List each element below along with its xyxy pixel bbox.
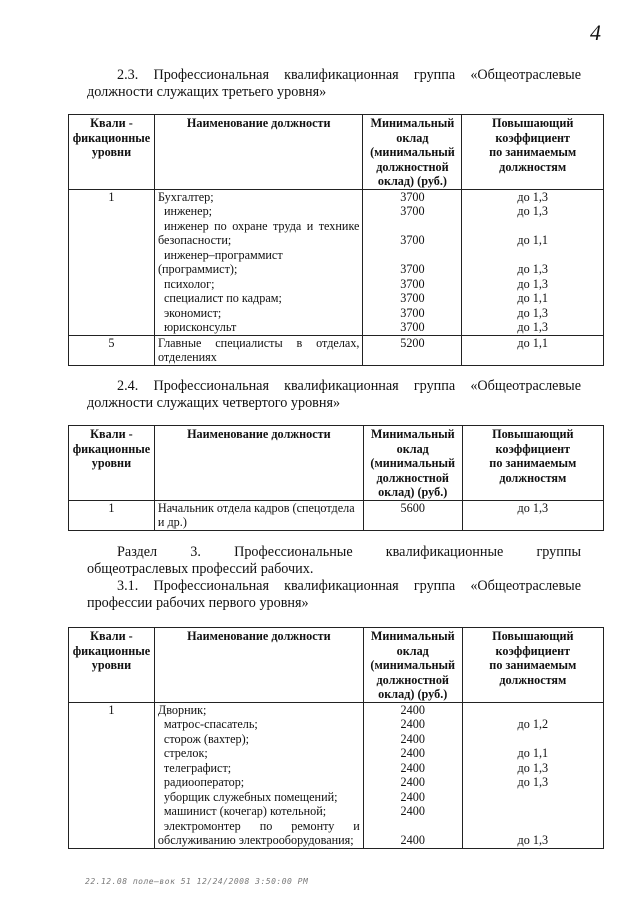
salary-value — [364, 515, 462, 530]
position-name-cell — [154, 335, 363, 365]
salary-value: 2400 — [400, 804, 425, 818]
coefficient-cell — [462, 189, 604, 335]
header-line: коэффициент — [495, 130, 570, 145]
section-3-heading: Раздел 3. Профессиональные квалификационные группы общеотраслевых профессий рабочих. — [87, 544, 581, 577]
coefficient-value: до 1,3 — [517, 833, 549, 847]
level-value: 5 — [108, 335, 115, 350]
page-number: 4 — [590, 20, 601, 45]
coefficient-value — [463, 804, 603, 819]
table-3-1 — [68, 627, 604, 849]
header-line: Минимальный — [370, 427, 455, 441]
salary-value: 2400 — [400, 760, 425, 775]
header-line: (минимальный — [370, 145, 455, 159]
coefficient-cell — [462, 702, 603, 848]
header-cell-col1 — [69, 115, 155, 190]
position-name: и др.) — [157, 515, 187, 529]
position-name: электромонтер по ремонту и — [163, 818, 360, 833]
header-line: (минимальный — [370, 658, 456, 672]
header-cell-col1 — [69, 628, 155, 703]
header-line: Квали - — [90, 629, 133, 643]
header-line: Наименование должности — [187, 427, 331, 441]
salary-value: 3700 — [400, 276, 425, 291]
heading-3-1: 3.1. Профессиональная квалификационная группа «Общеотраслевые профессии рабочих первого уровня» — [87, 578, 581, 611]
position-name: телеграфист; — [163, 760, 232, 775]
coefficient-value: до 1,3 — [517, 775, 549, 789]
header-cell-col3 — [363, 628, 462, 703]
table-2-4 — [68, 425, 604, 531]
salary-value: 2400 — [400, 731, 425, 746]
salary-value: 3700 — [400, 320, 425, 334]
salary-value: 2400 — [400, 833, 425, 847]
salary-value: 3700 — [400, 262, 425, 276]
coefficient-value — [462, 219, 603, 234]
coefficient-value: до 1,1 — [517, 291, 548, 305]
salary-value: 3700 — [400, 189, 425, 204]
salary-cell — [363, 189, 462, 335]
header-cell-col2 — [154, 628, 363, 703]
salary-value: 2400 — [400, 746, 425, 760]
table-header-row — [69, 628, 604, 703]
salary-value — [363, 248, 461, 263]
header-cell-col4 — [462, 115, 604, 190]
coefficient-value — [462, 248, 603, 263]
salary-value: 2400 — [400, 789, 425, 804]
coefficient-value — [463, 819, 603, 834]
level-value: 1 — [108, 189, 115, 204]
header-line: оклад — [396, 130, 429, 145]
position-name: безопасности; — [157, 233, 232, 247]
print-footer: 22.12.08 поле–вок 51 12/24/2008 3:50:00 PM — [85, 877, 309, 886]
salary-value — [363, 219, 461, 234]
header-cell-col4 — [462, 426, 603, 501]
coefficient-cell — [462, 335, 604, 365]
position-name: экономист; — [163, 305, 222, 320]
table-header-row — [69, 115, 604, 190]
salary-value: 5600 — [400, 500, 425, 515]
coefficient-value: до 1,2 — [517, 717, 549, 731]
header-cell-col2 — [154, 426, 363, 501]
position-name: специалист по кадрам; — [163, 291, 282, 305]
header-line: Повышающий — [492, 427, 574, 441]
level-cell — [69, 189, 155, 335]
header-line: Повышающий — [491, 116, 574, 130]
table-row — [69, 702, 604, 848]
position-name-cell — [154, 702, 363, 848]
position-name: матрос-спасатель; — [163, 717, 258, 731]
position-name: психолог; — [163, 276, 215, 291]
header-line: Повышающий — [492, 629, 574, 643]
position-name: сторож (вахтер); — [163, 731, 250, 746]
table-header-row — [69, 426, 604, 501]
header-line: Квали - — [90, 116, 133, 130]
salary-value — [363, 350, 461, 365]
header-line: по занимаемым — [489, 456, 577, 470]
header-line: коэффициент — [495, 643, 571, 658]
level-cell — [69, 335, 155, 365]
salary-value: 2400 — [400, 775, 425, 789]
header-line: должностной — [376, 470, 449, 485]
header-line: оклад — [396, 441, 429, 456]
position-name: Начальник отдела кадров (спецотдела — [157, 500, 355, 515]
header-line: должностям — [499, 159, 567, 174]
salary-cell — [363, 702, 462, 848]
position-name: обслуживанию электрооборудования; — [157, 833, 354, 847]
header-line: уровни — [91, 658, 132, 672]
header-cell-col3 — [363, 115, 462, 190]
header-line: Наименование должности — [187, 629, 331, 643]
coefficient-value: до 1,1 — [517, 233, 548, 247]
coefficient-value: до 1,3 — [517, 500, 549, 515]
position-name: уборщик служебных помещений; — [163, 789, 338, 804]
position-name-cell — [154, 500, 363, 530]
coefficient-value: до 1,3 — [517, 189, 548, 204]
header-line: оклад) (руб.) — [377, 174, 447, 188]
heading-2-3: 2.3. Профессиональная квалификационная группа «Общеотраслевые должности служащих третьего уровня» — [87, 67, 581, 100]
salary-value: 3700 — [400, 305, 425, 320]
header-line: должностям — [499, 672, 567, 687]
position-name: инженер по охране труда и технике — [163, 218, 360, 233]
header-line: оклад) (руб.) — [378, 485, 448, 499]
header-line: должностной — [376, 159, 449, 174]
position-name: (программист); — [157, 262, 238, 276]
header-line: (минимальный — [370, 456, 456, 470]
salary-value: 3700 — [400, 233, 425, 247]
position-name: машинист (кочегар) котельной; — [163, 804, 327, 818]
level-value: 1 — [108, 500, 115, 515]
salary-cell — [363, 335, 462, 365]
coefficient-value — [463, 790, 603, 805]
salary-value: 3700 — [400, 204, 425, 218]
header-cell-col2 — [154, 115, 363, 190]
coefficient-value: до 1,1 — [517, 335, 548, 350]
salary-value: 2400 — [400, 717, 425, 731]
table-2-3 — [68, 114, 604, 366]
salary-value: 2400 — [400, 702, 425, 717]
coefficient-cell — [462, 500, 603, 530]
level-value: 1 — [108, 702, 115, 717]
coefficient-value — [463, 515, 603, 530]
coefficient-value: до 1,3 — [517, 305, 548, 320]
coefficient-value: до 1,3 — [517, 204, 548, 218]
header-line: должностной — [376, 672, 449, 687]
position-name-cell — [154, 189, 363, 335]
header-line: уровни — [91, 456, 132, 470]
header-line: должностям — [499, 470, 567, 485]
position-name: Дворник; — [157, 702, 207, 717]
header-cell-col4 — [462, 628, 603, 703]
coefficient-value — [462, 350, 603, 365]
coefficient-value: до 1,1 — [517, 746, 549, 760]
salary-value — [364, 819, 462, 834]
heading-2-4: 2.4. Профессиональная квалификационная группа «Общеотраслевые должности служащих четвертого уровня» — [87, 378, 581, 411]
header-line: Минимальный — [370, 116, 455, 130]
header-line: коэффициент — [495, 441, 571, 456]
header-line: по занимаемым — [489, 658, 577, 672]
salary-value: 3700 — [400, 291, 425, 305]
position-name: юрисконсульт — [163, 320, 237, 334]
header-line: оклад — [396, 643, 429, 658]
coefficient-value — [463, 732, 603, 747]
table-row — [69, 500, 604, 530]
position-name: Бухгалтер; — [157, 189, 214, 204]
header-line: уровни — [91, 145, 132, 159]
position-name: радиооператор; — [163, 775, 245, 789]
salary-value: 5200 — [400, 335, 425, 350]
coefficient-value: до 1,3 — [517, 276, 548, 291]
header-line: Наименование должности — [186, 116, 331, 130]
salary-cell — [363, 500, 462, 530]
position-name: отделениях — [157, 350, 217, 364]
coefficient-value: до 1,3 — [517, 320, 548, 334]
header-line: по занимаемым — [489, 145, 577, 159]
header-line: фикационные — [72, 441, 151, 456]
coefficient-value: до 1,3 — [517, 760, 549, 775]
header-line: фикационные — [72, 130, 151, 145]
position-name: инженер–программист — [163, 247, 283, 262]
header-cell-col3 — [363, 426, 462, 501]
header-cell-col1 — [69, 426, 155, 501]
coefficient-value — [463, 703, 603, 718]
header-line: Минимальный — [370, 629, 455, 643]
level-cell — [69, 500, 155, 530]
position-name: стрелок; — [163, 746, 208, 760]
header-line: оклад) (руб.) — [378, 687, 448, 701]
position-name: Главные специалисты в отделах, — [157, 335, 360, 350]
table-row — [69, 335, 604, 365]
table-row — [69, 189, 604, 335]
level-cell — [69, 702, 155, 848]
coefficient-value: до 1,3 — [517, 262, 548, 276]
header-line: Квали - — [90, 427, 133, 441]
header-line: фикационные — [72, 643, 151, 658]
position-name: инженер; — [163, 204, 213, 218]
